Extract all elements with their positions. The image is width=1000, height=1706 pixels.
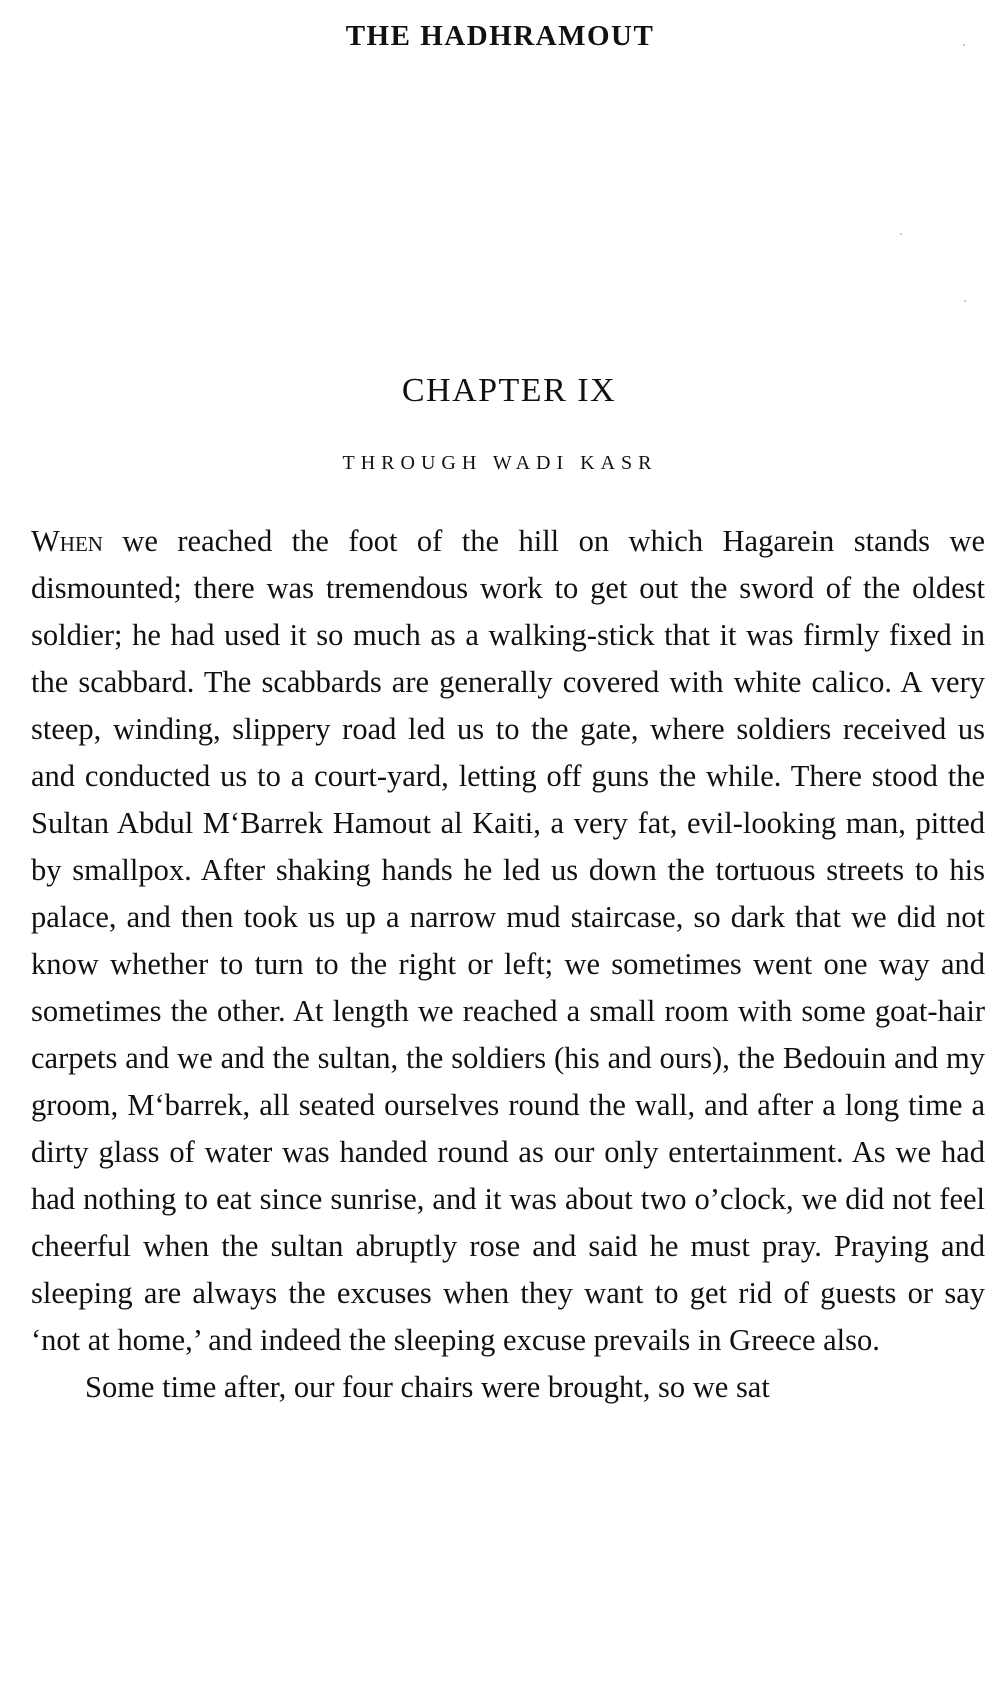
paragraph-2: Some time after, our four chairs were brought, so we sat xyxy=(85,1370,770,1404)
paper-speck xyxy=(963,44,965,46)
paragraph-1-text: we reached the foot of the hill on which Hagarein stands we dismounted; there was tremendous work to get out the sword of the oldest soldier; he had used it so much as a walking-stick that it was firmly fixed in the scabbard. The scabbards are generally covered with white calico. A very steep, winding, slippery road led us to the gate, where soldiers received us and conducted us to a court-yard, letting off guns the while. There stood the Sultan Abdul M‘Barrek Hamout al Kaiti, a very fat, evil-looking man, pitted by smallpox. After shaking hands he led us down the tortuous streets to his palace, and then took us up a narrow mud staircase, so dark that we did not know whether to turn to the right or left; we sometimes went one way and sometimes the other. At length we reached a small room with some goat-hair carpets and we and the sultan, the soldiers (his and ours), the Bedouin and my groom, M‘barrek, all seated ourselves round the wall, and after a long time a dirty glass of water was handed round as our only entertainment. As we had had nothing to eat since sunrise, and it was about two o’clock, we did not feel cheerful when the sultan abruptly rose and said he must pray. Praying and sleeping are always the excuses when they want to get rid of guests or say ‘not at home,’ and indeed the sleeping excuse prevails in Greece also. xyxy=(31,524,985,1357)
running-head: THE HADHRAMOUT xyxy=(345,20,655,52)
chapter-number: CHAPTER IX xyxy=(401,372,617,409)
chapter-body xyxy=(31,518,985,1411)
paragraph-lead-word: When xyxy=(31,524,103,558)
chapter-title: THROUGH WADI KASR xyxy=(342,452,658,474)
paper-speck xyxy=(964,300,966,302)
paragraph-1 xyxy=(31,518,985,1364)
paper-speck xyxy=(900,233,902,235)
